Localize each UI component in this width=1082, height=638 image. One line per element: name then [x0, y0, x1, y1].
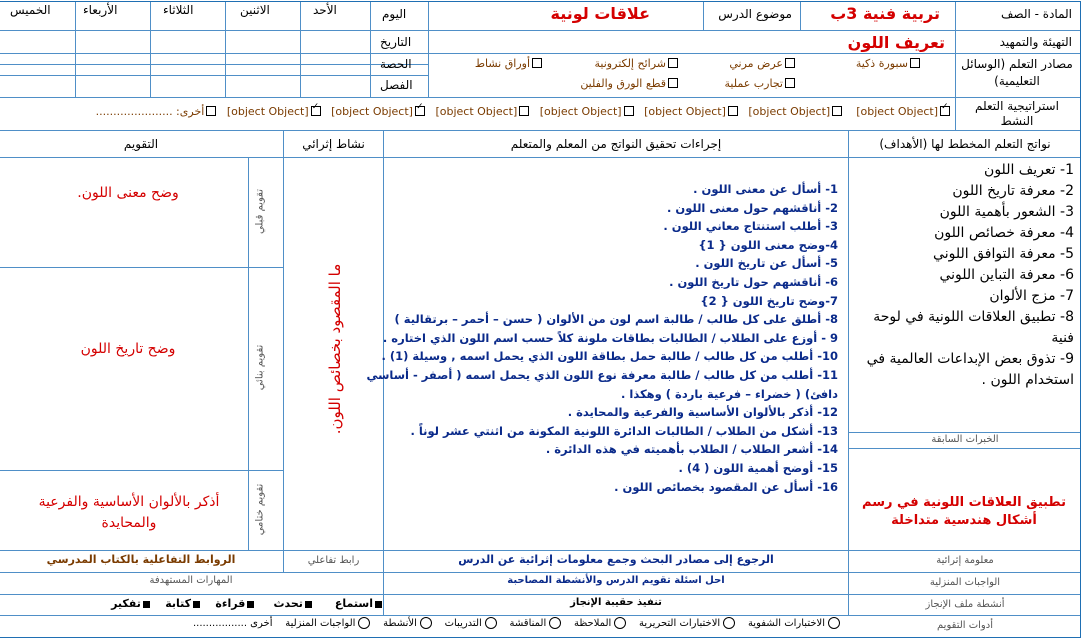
- topic-label: موضوع الدرس: [718, 7, 792, 21]
- objective-item: 3- الشعور بأهمية اللون: [939, 204, 1074, 220]
- procedure-step: 9 - أوزع على الطلاب / الطالبات بطاقات ملونة كلاً حسب اسم اللون الذي اختاره .: [382, 330, 838, 345]
- checkbox-icon: [668, 78, 678, 88]
- interactive-link-label: رابط تفاعلي: [307, 555, 360, 566]
- resource-experiments[interactable]: تجارب عملية: [725, 77, 795, 90]
- subject-value: تربية فنية 3ب: [830, 4, 940, 23]
- checkbox-checked-icon: [311, 106, 321, 116]
- strategy-options: [96, 105, 950, 118]
- objective-item: 8- تطبيق العلاقات اللونية في لوحة فنية: [873, 309, 1074, 346]
- procedure-step: 10- أطلب من كل طالب / طالبة حمل بطاقة اللون الذي يحمل اسمه , وسيلة (1) .: [381, 349, 838, 364]
- procedure-step: 7-وضح تاريخ اللون { 2}: [700, 293, 838, 308]
- checkbox-icon: [910, 58, 920, 68]
- objective-item: 9- تذوق بعض الإبداعات العالمية في استخدام اللون .: [866, 351, 1074, 388]
- prior-knowledge-text: تطبيق العلاقات اللونية في رسم أشكال هندسية متداخلة: [862, 495, 1066, 528]
- procedure-step: 3- أطلب استنتاج معاني اللون .: [663, 219, 838, 234]
- lesson-plan-sheet: [0, 1, 1081, 638]
- objective-item: 4- معرفة خصائص اللون: [934, 225, 1074, 241]
- objective-item: 7- مزج الألوان: [989, 288, 1074, 304]
- checkbox-icon: [519, 106, 529, 116]
- day-tuesday: الثلاثاء: [163, 3, 194, 17]
- checkbox-icon: [247, 601, 254, 608]
- checkbox-icon: [375, 601, 382, 608]
- strategy-formative[interactable]: ✓[object Object]: [331, 105, 425, 118]
- day-sunday: الأحد: [313, 3, 337, 17]
- procedure-step: 2- أناقشهم حول معنى اللون .: [667, 200, 838, 215]
- portfolio-text: تنفيذ حقيبة الإنجاز: [570, 597, 662, 608]
- checkbox-icon: [532, 58, 542, 68]
- skill-listening[interactable]: استماع: [335, 597, 382, 610]
- procedure-step: 16- أسأل عن المقصود بخصائص اللون .: [614, 479, 838, 494]
- checkbox-icon: [305, 601, 312, 608]
- day-wednesday: الأربعاء: [83, 3, 118, 17]
- assessment-formative-label: تقويم بنائي: [254, 344, 266, 391]
- resource-paper[interactable]: قطع الورق والفلين: [580, 77, 678, 90]
- objective-item: 5- معرفة التوافق اللوني: [933, 246, 1074, 262]
- resource-slides[interactable]: شرائح إلكترونية: [595, 57, 678, 70]
- tool-discussion[interactable]: المناقشة: [510, 618, 562, 629]
- procedure-step: 13- أشكل من الطلاب / الطالبات الدائرة اللونية المكونة من اثنتي عشر لوناً .: [410, 423, 838, 438]
- procedure-step: 8- أطلق على كل طالب / طالبة اسم لون من الألوان ( حسن – أحمر – برتقالية ): [394, 312, 838, 327]
- tool-homework[interactable]: الواجبات المنزلية: [285, 618, 370, 629]
- skills-options: [6, 597, 382, 610]
- tool-activities[interactable]: الأنشطة: [383, 618, 432, 629]
- skill-thinking[interactable]: تفكير: [111, 597, 150, 610]
- checkbox-icon: [193, 601, 200, 608]
- portfolio-label: أنشطة ملف الإنجاز: [925, 599, 1005, 610]
- subject-label: المادة - الصف: [1001, 7, 1072, 21]
- strategy-other[interactable]: أخرى: ......................: [96, 105, 217, 118]
- strategy-language[interactable]: [object Object]: [435, 105, 529, 118]
- skill-reading[interactable]: قراءة: [215, 597, 254, 610]
- enrichment-info-text: الرجوع إلى مصادر البحث وجمع معلومات إثرائية عن الدرس: [458, 553, 774, 566]
- tools-label: أدوات التقويم: [937, 620, 993, 631]
- checkbox-checked-icon: [940, 106, 950, 116]
- objective-item: 1- تعريف اللون: [984, 162, 1074, 178]
- checkbox-icon: [728, 106, 738, 116]
- radio-icon: [420, 617, 432, 629]
- class-label: الفصل: [380, 78, 413, 92]
- procedure-step: 11- أطلب من كل طالب / طالبة معرفة نوع اللون الذي يحمل اسمه ( أصفر - أساسي: [366, 367, 838, 382]
- tools-options: [193, 617, 840, 629]
- resource-worksheets[interactable]: أوراق نشاط: [475, 57, 542, 70]
- radio-icon: [723, 617, 735, 629]
- checkbox-icon: [785, 58, 795, 68]
- resources-label: مصادر التعلم (الوسائل التعليمية): [961, 57, 1073, 88]
- strategy-discovery[interactable]: ✓[object Object]: [227, 105, 321, 118]
- topic-value: علاقات لونية: [550, 4, 650, 23]
- checkbox-icon: [785, 78, 795, 88]
- strategy-inquiry[interactable]: [object Object]: [644, 105, 738, 118]
- enrichment-heading: نشاط إثرائي: [302, 137, 365, 151]
- procedure-step: 4-وضح معنى اللون { 1}: [698, 237, 838, 252]
- homework-label: الواجبات المنزلية: [929, 577, 1001, 588]
- enrichment-text: ما المقصود بخصائص اللون.: [326, 263, 344, 435]
- tool-other[interactable]: أخرى .................: [192, 618, 273, 629]
- intro-value: تعريف اللون: [847, 33, 945, 52]
- procedure-step: 12- أذكر بالألوان الأساسية والفرعية والمحايدة .: [567, 405, 838, 420]
- strategy-brainstorm[interactable]: [object Object]: [540, 105, 634, 118]
- checkbox-icon: [206, 106, 216, 116]
- skill-speaking[interactable]: تحدث: [273, 597, 311, 610]
- checkbox-icon: [668, 58, 678, 68]
- checkbox-icon: [624, 106, 634, 116]
- checkbox-checked-icon: [415, 106, 425, 116]
- objective-item: 2- معرفة تاريخ اللون: [952, 183, 1074, 199]
- day-label: اليوم: [382, 7, 407, 21]
- radio-icon: [358, 617, 370, 629]
- tool-observation[interactable]: الملاحظة: [574, 618, 626, 629]
- prior-knowledge-label: الخبرات السابقة: [931, 434, 999, 445]
- objective-item: 6- معرفة التباين اللوني: [939, 267, 1074, 283]
- tool-oral[interactable]: الاختبارات الشفوية: [748, 618, 840, 629]
- assessment-pre-text: وضح معنى اللون.: [77, 185, 179, 201]
- radio-icon: [485, 617, 497, 629]
- radio-icon: [549, 617, 561, 629]
- skills-label: المهارات المستهدفة: [149, 575, 233, 586]
- strategy-cooperative[interactable]: ✓[object Object]: [856, 105, 950, 118]
- period-label: الحصة: [380, 57, 412, 71]
- assessment-pre-label: تقويم قبلي: [254, 188, 266, 235]
- checkbox-icon: [143, 601, 150, 608]
- tool-written[interactable]: الاختبارات التحريرية: [639, 618, 735, 629]
- strategy-label: استراتيجية التعلم النشط: [975, 99, 1059, 128]
- date-label: التاريخ: [380, 35, 412, 49]
- assessment-final-label: تقويم ختامي: [254, 483, 266, 536]
- interactive-link-text[interactable]: الروابط التفاعلية بالكتاب المدرسي: [46, 553, 236, 566]
- procedures-heading: إجراءات تحقيق النواتج من المعلم والمتعلم: [510, 137, 722, 151]
- resource-smartboard[interactable]: سبورة ذكية: [856, 57, 920, 70]
- procedure-step: 1- أسأل عن معنى اللون .: [693, 182, 838, 196]
- objectives-list: [852, 160, 1074, 391]
- procedure-step: 5- أسأل عن تاريخ اللون .: [695, 256, 838, 271]
- tool-exercises[interactable]: التدريبات: [445, 618, 497, 629]
- assessment-formative-text: وضح تاريخ اللون: [80, 341, 176, 357]
- intro-label: التهيئة والتمهيد: [999, 35, 1072, 49]
- checkbox-icon: [832, 106, 842, 116]
- procedure-step: 6- أناقشهم حول تاريخ اللون .: [669, 274, 838, 289]
- homework-text: احل اسئلة تقويم الدرس والأنشطة المصاحبة: [507, 575, 725, 586]
- radio-icon: [828, 617, 840, 629]
- skill-writing[interactable]: كتابة: [165, 597, 200, 610]
- resource-visual[interactable]: عرض مرني: [729, 57, 795, 70]
- outcomes-heading: نواتج التعلم المخطط لها (الأهداف): [879, 137, 1051, 151]
- procedure-step: 14- أشعر الطلاب / الطلاب بأهميته في هذه الدائرة .: [545, 442, 838, 457]
- day-thursday: الخميس: [10, 3, 51, 17]
- procedure-step: دافئ) ( خضراء – فرعية باردة ) وهكذا .: [621, 386, 838, 401]
- day-monday: الاثنين: [240, 3, 270, 17]
- enrichment-info-label: معلومة إثرائية: [936, 555, 994, 566]
- strategy-critical[interactable]: [object Object]: [748, 105, 842, 118]
- assessment-final-text: أذكر بالألوان الأساسية والفرعية والمحايدة: [38, 494, 220, 531]
- procedure-step: 15- أوضح أهمية اللون ( 4) .: [678, 460, 838, 475]
- procedures-list: [366, 180, 838, 496]
- assessment-heading: التقويم: [123, 137, 159, 151]
- radio-icon: [614, 617, 626, 629]
